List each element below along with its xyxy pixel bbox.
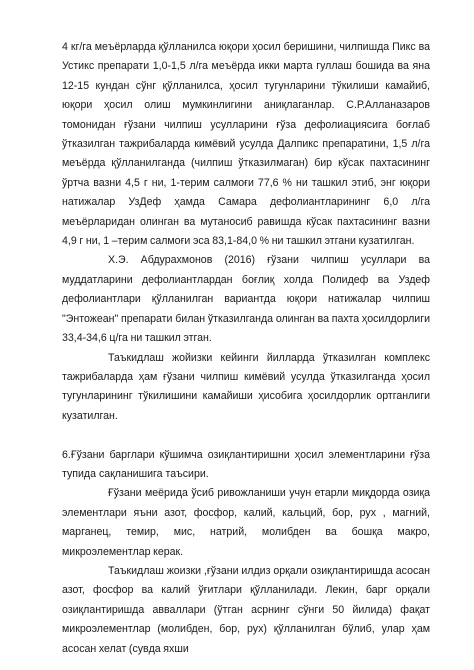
paragraph-gap xyxy=(62,426,430,445)
paragraph-2: Х.Э. Абдурахмонов (2016) ғўзани чилпиш усуллари ва муддатларини дефолиантлардан боғлиқ холда Полидеф ва Уздеф дефолиантлари қўлланилган вариантда юқори натижалар чилпиш "Энтожеан" препарати билан ўтказилганда олинган ва пахта ҳосилдорлиги 33,4-34,6 ц/га ни ташкил этган. xyxy=(62,254,430,345)
paragraph-4: Ғўзани меёрида ўсиб ривожланиши учун етарли миқдорда озиқа элементлари яъни азот, фосфор, калий, кальций, бор, рух , магний, марганец, темир, мис, натрий, молибден ва бошқа макро, микроэлементлар керак. xyxy=(62,487,430,558)
section-heading: 6.Ғўзани барглари кўшимча озиқлантиришни ҳосил элементларини ғўза тупида сақланишига таъсири. xyxy=(62,448,430,480)
paragraph-5: Таъкидлаш жоизки ,ғўзани илдиз орқали озиқлантиришда асосан азот, фосфор ва калий ўғитлари қўлланилади. Лекин, барг орқали озиқлантиришда авваллари (ўтган асрнинг сўнги 50 йилида) фақат микроэлементлар (молибден, бор, рух) қўлланилган бўлиб, улар ҳам асосан хелат (сувда яхши xyxy=(62,564,430,655)
paragraph-3: Таъкидлаш жойизки кейинги йилларда ўтказилган комплекс тажрибаларда ҳам ғўзани чилпиш кимёвий усулда ўтказилганда ҳосил тугунларининг тўкилишини камайиши ҳисобига ҳосилдорлик ортганлиги кузатилган. xyxy=(62,351,430,422)
paragraph-1: 4 кг/га меъёрларда қўлланилса юқори ҳосил беришини, чилпишда Пикс ва Устикс препарати 1,0-1,5 л/га меъёрда икки марта гуллаш бошида ва яна 12-15 кундан сўнг қўлланилса, ҳосил тугунларини тўкилиши камайиб, юқори ҳосил олиш мумкинлигини аниқлаганлар. С.Р.Алланазаров томонидан ғўзани чилпиш усулларини ғўза дефолиациясига боғлаб ўтказилган тажрибаларда кимёвий усулда Далпикс препаратини, 1,5 л/га меъёрда қўлланилганда (чилпиш ўтказилмаган) бир кўсак пахтасининг ўртча вазни 4,5 г ни, 1-терим салмоғи 77,6 % ни ташкил этиб, энг юқори натижалар УзДеф ҳамда Самара дефолиантларининг 6,0 л/га меъёрларидан олинган ва мутаносиб равишда кўсак пахтасининг вазни 4,9 г ни, 1 –терим салмоғи эса 83,1-84,0 % ни ташкил этгани кузатилган. xyxy=(62,41,430,248)
